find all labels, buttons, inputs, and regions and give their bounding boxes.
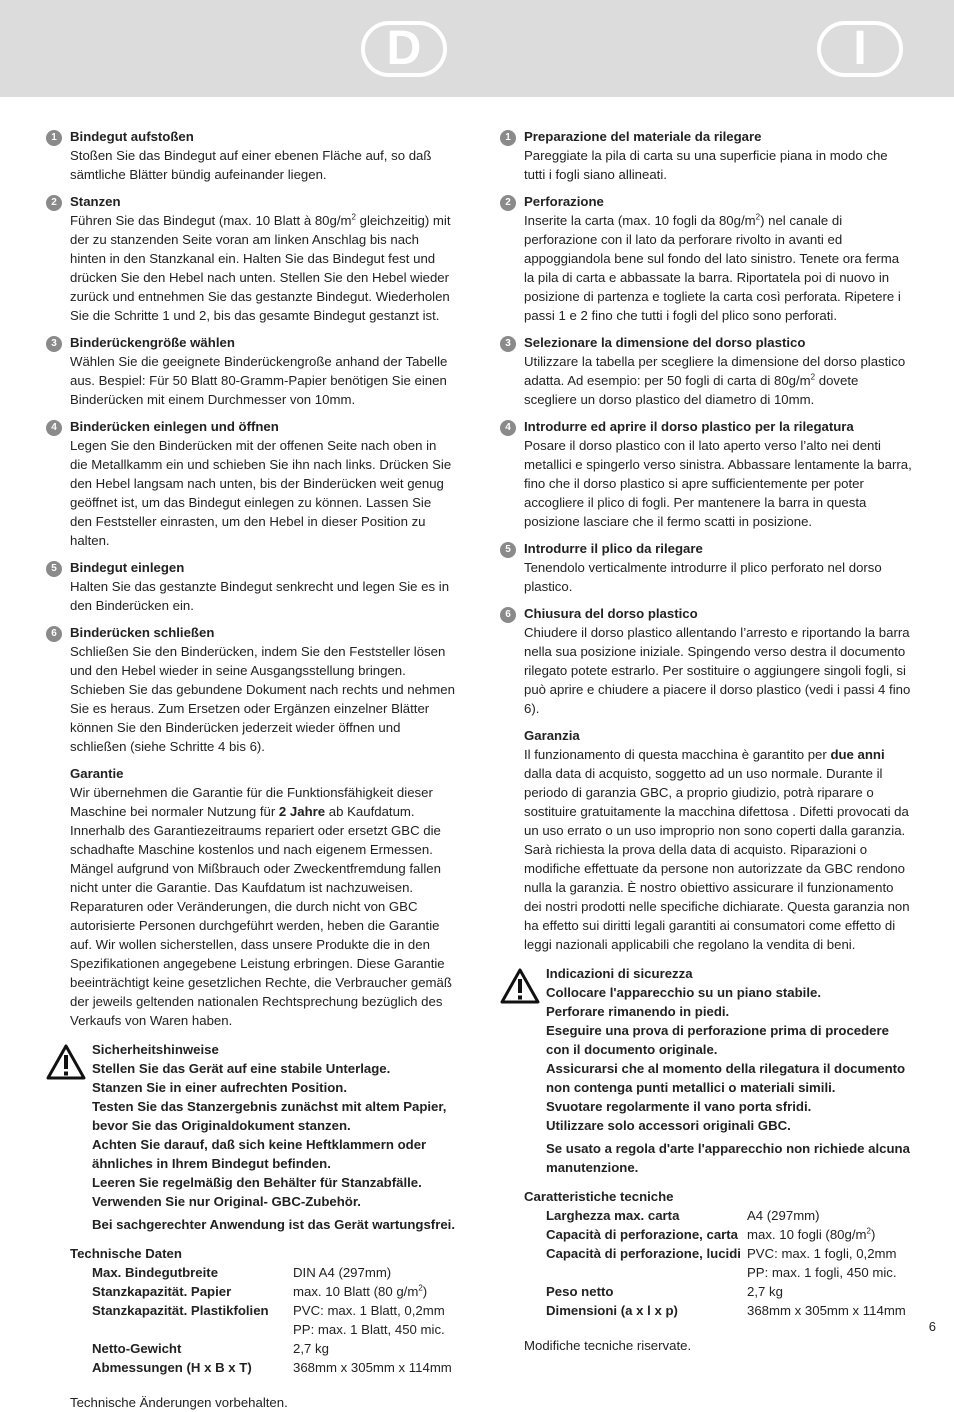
step-title: Introdurre il plico da rilegare: [524, 541, 703, 556]
step-number-badge: 2: [46, 195, 62, 211]
spec-value: [747, 1225, 912, 1244]
safety-section: [500, 964, 912, 1177]
step-body: Wählen Sie die geeignete Binderückengroße anhand der Tabelle aus. Bespiel: Für 50 Blatt 80-Gramm-Papier benötigen Sie einen Binderücken mit einem Durchmesser von 10mm.: [70, 354, 448, 407]
step-title: Stanzen: [70, 194, 121, 209]
spec-value-line: PVC: max. 1 fogli, 0,2mm: [747, 1246, 897, 1261]
guarantee-title: Garantie: [70, 766, 124, 781]
technical-data-title: Technische Daten: [70, 1246, 182, 1261]
spec-row: [524, 1244, 912, 1282]
step-number-badge: 3: [500, 336, 516, 352]
spec-value: [747, 1301, 912, 1320]
instruction-step: [500, 127, 912, 184]
step-body: Tenendolo verticalmente introdurre il plico perforato nel dorso plastico.: [524, 560, 882, 594]
warning-triangle-icon: [46, 1044, 86, 1080]
spec-value-line: max. 10 fogli $(80g/m^2)$: [747, 1226, 876, 1242]
step-body-text: Utilizzare la tabella per scegliere la dimensione del dorso plastico adatta. Ad esempio: per 50 fogli di carta di 80g/m: [524, 354, 906, 388]
safety-instruction: Achten Sie darauf, daß sich keine Heftklammern oder ähnliches in Ihrem Bindegut befinden.: [92, 1137, 427, 1171]
step-title: Bindegut aufstoßen: [70, 129, 194, 144]
guarantee-title: Garanzia: [524, 728, 580, 743]
step-number-badge: 4: [500, 420, 516, 436]
step-number-badge: 2: [500, 195, 516, 211]
spec-label: Abmessungen (H x B x T): [92, 1360, 252, 1375]
spec-value: [747, 1206, 912, 1225]
step-title: Perforazione: [524, 194, 604, 209]
safety-section: [46, 1040, 456, 1234]
step-number-badge: 1: [46, 130, 62, 146]
superscript: 2: [810, 372, 816, 382]
safety-instruction: Testen Sie das Stanzergebnis zunächst mit altem Papier, bevor Sie das Originaldokument stanzen.: [92, 1099, 447, 1133]
spec-value-line: PP: max. 1 Blatt, 450 mic.: [293, 1322, 445, 1337]
spec-label: Capacità di perforazione, lucidi: [546, 1246, 741, 1261]
spec-value-line: max. 10 Blatt (80 $g/m^2$): [293, 1283, 428, 1299]
instruction-step: [46, 333, 456, 409]
step-body: Posare il dorso plastico con il lato aperto verso l’alto nei denti metallici e spingerlo verso sinistra. Abbassare lentamente la barra, fino che il dorso plastico si apre sufficientemente per poter accogliere il plico di fogli. Per mantenere la barra in questa posizione lasciare che il fermo scatti in posizione.: [524, 438, 912, 529]
spec-label: Netto-Gewicht: [92, 1341, 182, 1356]
instruction-step: [500, 539, 912, 596]
step-body-text: ) nel canale di perforazione con il lato da perforare rivolto in avanti ed appoggiandola bene sul fondo del lato sinistro. Tenete ora ferma la pila di carta e abbassate la barra. Riportatela poi di nuovo in posizione di partenza e togliete la carta così perforata. Ripetere i passi 1 e 2 fino che tutti i fogli del plico sono perforati.: [524, 213, 901, 323]
technical-changes-note: Modifiche tecniche riservate.: [524, 1338, 692, 1353]
spec-label: Max. Bindegutbreite: [92, 1265, 219, 1280]
spec-value-line: 368mm x 305mm x 114mm: [747, 1303, 906, 1318]
spec-value-line: PVC: max. 1 Blatt, 0,2mm: [293, 1303, 445, 1318]
spec-label: Capacità di perforazione, carta: [546, 1227, 739, 1242]
safety-title: Indicazioni di sicurezza: [546, 966, 693, 981]
safety-instruction: Assicurarsi che al momento della rilegatura il documento non contenga punti metallici o materiali simili.: [546, 1061, 906, 1095]
superscript: 2: [755, 212, 761, 222]
spec-row: [70, 1301, 456, 1339]
spec-value: [293, 1263, 456, 1282]
guarantee-period: 2 Jahre: [278, 804, 326, 819]
safety-instruction: Leeren Sie regelmäßig den Behälter für Stanzabfälle.: [92, 1175, 422, 1190]
safety-instruction: Utilizzare solo accessori originali GBC.: [546, 1118, 791, 1133]
guarantee-period: due anni: [830, 747, 885, 762]
guarantee-body: [524, 745, 912, 954]
technical-data: [46, 1244, 456, 1377]
spec-value: [293, 1339, 456, 1358]
spec-row: [70, 1282, 456, 1301]
warning-triangle-icon: [500, 968, 540, 1004]
spec-label: Stanzkapazität. Papier: [92, 1284, 232, 1299]
page-number: 6: [928, 1319, 936, 1334]
spec-label: Stanzkapazität. Plastikfolien: [92, 1303, 269, 1318]
column-italian: [500, 127, 912, 1355]
spec-row: [524, 1206, 912, 1225]
safety-maintenance-note: Se usato a regola d'arte l'apparecchio non richiede alcuna manutenzione.: [546, 1141, 910, 1175]
spec-label: Peso netto: [546, 1284, 614, 1299]
step-number-badge: 1: [500, 130, 516, 146]
step-body-text: dovete scegliere un dorso plastico del diametro di 10mm.: [524, 373, 859, 407]
safety-instruction: Collocare l'apparecchio su un piano stabile.: [546, 985, 822, 1000]
step-body: Legen Sie den Binderücken mit der offenen Seite nach oben in die Metallkamm ein und schieben Sie ihn nach links. Drücken Sie den Hebel langsam nach unten, bis der Binderücken weit genug geöffnet ist, um das Bindegut einlegen zu können. Lassen Sie den Feststeller einrasten, um den Hebel in dieser Position zu halten.: [70, 438, 452, 548]
spec-value-line: 368mm x 305mm x 114mm: [293, 1360, 452, 1375]
safety-maintenance-note: Bei sachgerechter Anwendung ist das Gerät wartungsfrei.: [92, 1217, 455, 1232]
step-number-badge: 4: [46, 420, 62, 436]
safety-instruction: Perforare rimanendo in piedi.: [546, 1004, 730, 1019]
safety-instruction: Svuotare regolarmente il vano porta sfridi.: [546, 1099, 812, 1114]
spec-row: [524, 1282, 912, 1301]
spec-row: [70, 1358, 456, 1377]
guarantee-text: Wir übernehmen die Garantie für die Funktionsfähigkeit dieser Maschine bei normaler Nutzung für: [70, 785, 433, 819]
spec-row: [70, 1339, 456, 1358]
step-body-text: Führen Sie das Bindegut (max. 10 Blatt à 80g/m: [70, 213, 352, 228]
spec-value-line: DIN A4 (297mm): [293, 1265, 392, 1280]
step-title: Binderücken schließen: [70, 625, 215, 640]
step-number-badge: 5: [46, 561, 62, 577]
spec-value-line: PP: max. 1 fogli, 450 mic.: [747, 1265, 897, 1280]
safety-instruction: Stanzen Sie in einer aufrechten Position.: [92, 1080, 348, 1095]
technical-changes-note: Technische Änderungen vorbehalten.: [70, 1395, 288, 1410]
technical-data-title: Caratteristiche tecniche: [524, 1189, 674, 1204]
step-title: Preparazione del materiale da rilegare: [524, 129, 762, 144]
step-body: [524, 211, 912, 325]
spec-value: [747, 1282, 912, 1301]
spec-row: [70, 1263, 456, 1282]
step-title: Introdurre ed aprire il dorso plastico per la rilegatura: [524, 419, 854, 434]
step-body-text: gleichzeitig) mit der zu stanzenden Seite voran am linken Anschlag bis nach hinten in den Stanzkanal ein. Halten Sie das Bindegut fest und drücken Sie den Hebel nach unten. Stellen Sie den Hebel wieder zurück und entnehmen Sie das gestanzte Bindegut. Wiederholen Sie die Schritte 1 und 2, bis das gesamte Bindegut gestanzt ist.: [70, 213, 451, 323]
step-number-badge: 3: [46, 336, 62, 352]
language-badge-de: D: [361, 21, 447, 77]
guarantee-text: dalla data di acquisto, soggetto ad un uso normale. Durante il periodo di garanzia GBC, a proprio giudizio, potrà riparare o sostituire gratuitamente la macchina difettosa . Difetti provocati da un uso errato o un uso improprio non sono coperti dalla garanzia. Sarà richiesta la prova della data di acquisto. Riparazioni o modifiche effettuate da persone non autorizzate da GBC rendono nulla la garanzia. È nostro obiettivo assicurare il funzionamento dei nostri prodotti nelle specifiche dichiarate. Questa garanzia non ha effetto sui diritti legali garantiti ai consumatori come effetto di leggi nazionali applicabili che regolano la vendita di beni.: [524, 766, 910, 952]
step-number-badge: 6: [46, 626, 62, 642]
page-header: [0, 0, 954, 97]
instruction-step: [500, 333, 912, 409]
spec-row: [524, 1225, 912, 1244]
safety-title: Sicherheitshinweise: [92, 1042, 219, 1057]
spec-value-line: A4 (297mm): [747, 1208, 820, 1223]
instruction-step: [46, 417, 456, 550]
spec-value: [293, 1358, 456, 1377]
step-number-badge: 5: [500, 542, 516, 558]
technical-data: [500, 1187, 912, 1320]
safety-instruction: Stellen Sie das Gerät auf eine stabile Unterlage.: [92, 1061, 391, 1076]
step-body: [70, 211, 456, 325]
instruction-step: [500, 417, 912, 531]
instruction-step: [500, 604, 912, 718]
step-body: Schließen Sie den Binderücken, indem Sie den Feststeller lösen und den Hebel wieder in seine Ausgangsstellung bringen. Schieben Sie das gebundene Dokument nach rechts und nehmen Sie es heraus. Zum Ersetzen oder Ergänzen einzelner Blätter können Sie den Binderücken jederzeit wieder öffnen und schließen (siehe Schritte 4 bis 6).: [70, 644, 455, 754]
step-title: Selezionare la dimensione del dorso plastico: [524, 335, 806, 350]
safety-instruction: Verwenden Sie nur Original- GBC-Zubehör.: [92, 1194, 361, 1209]
superscript: 2: [351, 212, 356, 222]
step-title: Binderückengröße wählen: [70, 335, 235, 350]
step-body: Pareggiate la pila di carta su una superficie piana in modo che tutti i fogli siano allineati.: [524, 148, 888, 182]
guarantee-body: [70, 783, 456, 1030]
spec-label: Dimensioni (a x l x p): [546, 1303, 678, 1318]
instruction-step: [500, 192, 912, 325]
step-number-badge: 6: [500, 607, 516, 623]
column-german: [46, 127, 456, 1412]
step-body-text: Inserite la carta (max. 10 fogli da 80g/m: [524, 213, 756, 228]
guarantee-text: Il funzionamento di questa macchina è garantito per: [524, 747, 831, 762]
spec-value: [293, 1301, 456, 1339]
instruction-step: [46, 127, 456, 184]
step-body: [524, 352, 912, 409]
step-title: Binderücken einlegen und öffnen: [70, 419, 279, 434]
step-title: Chiusura del dorso plastico: [524, 606, 698, 621]
step-body: Halten Sie das gestanzte Bindegut senkrecht und legen Sie es in den Binderücken ein.: [70, 579, 450, 613]
spec-value: [293, 1282, 456, 1301]
safety-instruction: Eseguire una prova di perforazione prima di procedere con il documento originale.: [546, 1023, 889, 1057]
guarantee-section: [500, 726, 912, 954]
spec-label: Larghezza max. carta: [546, 1208, 680, 1223]
spec-value-line: 2,7 kg: [747, 1284, 783, 1299]
spec-row: [524, 1301, 912, 1320]
step-body: Chiudere il dorso plastico allentando l’arresto e riportando la barra nella sua posizione iniziale. Spingendo verso destra il documento rilegato potete estrarlo. Per sostituire o aggiungere singoli fogli, si può aprire e chiudere a piacere il dorso plastico (vedi i passi 4 fino 6).: [524, 625, 911, 716]
step-title: Bindegut einlegen: [70, 560, 185, 575]
guarantee-section: [46, 764, 456, 1030]
instruction-step: [46, 623, 456, 756]
spec-value-line: 2,7 kg: [293, 1341, 329, 1356]
instruction-step: [46, 558, 456, 615]
guarantee-text: ab Kaufdatum. Innerhalb des Garantiezeitraums repariert oder ersetzt GBC die schadhafte Maschine kostenlos und nach eigenem Ermessen. Mängel aufgrund von Mißbrauch oder Zweckentfremdung fallen nicht unter die Garantie. Das Kaufdatum ist nachzuweisen. Reparaturen oder Veränderungen, die durch nicht von GBC autorisierte Personen durchgeführt werden, heben die Garantie auf. Wir wollen sicherstellen, dass unsere Produkte die in den Spezifikationen angegebene Leistung erbringen. Diese Garantie beeinträchtigt keine gesetzlichen Rechte, die Verbraucher gemäß der jeweils geltenden nationalen Rechtsprechung bezüglich des Verkaufs von Waren haben.: [70, 804, 452, 1028]
spec-value: [747, 1244, 912, 1282]
instruction-step: [46, 192, 456, 325]
step-body: Stoßen Sie das Bindegut auf einer ebenen Fläche auf, so daß sämtliche Blätter bündig aufeinander liegen.: [70, 148, 432, 182]
language-badge-it: I: [817, 21, 903, 77]
